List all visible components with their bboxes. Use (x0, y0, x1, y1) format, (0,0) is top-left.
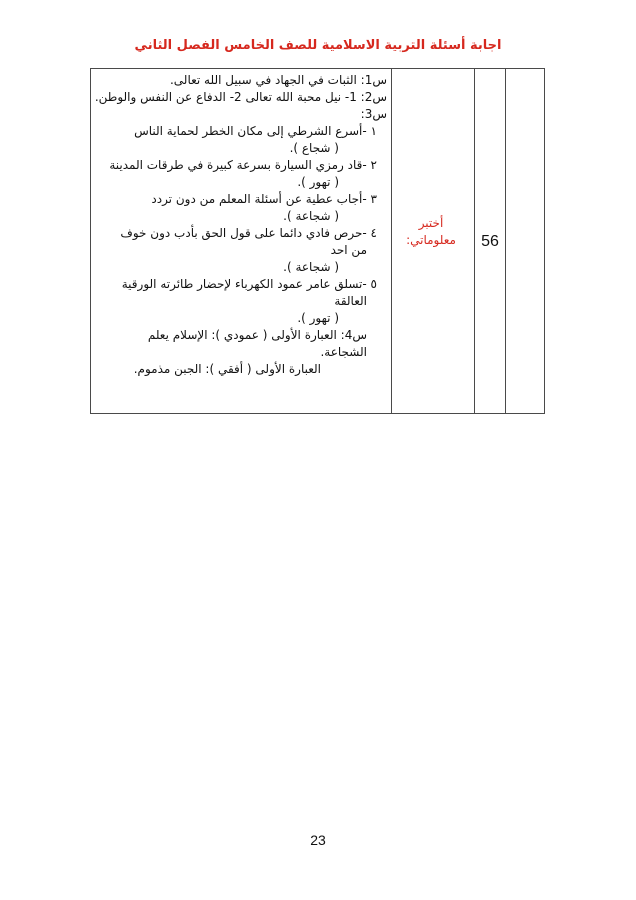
answer-line: ( تهور ). (297, 311, 339, 325)
section-name-cell (391, 69, 474, 413)
lesson-page-number: 56 (481, 233, 499, 250)
answer-line: ٢ -قاد رمزي السيارة بسرعة كبيرة في طرقات المدينة (109, 158, 377, 172)
answers-cell (91, 69, 392, 413)
answer-line: ٣ -أجاب عطية عن أسئلة المعلم من دون تردد (151, 192, 377, 206)
section-name-line-1: أختبر (418, 216, 444, 230)
answer-line: ٤ -حرص فادي دائما على قول الحق بأدب دون خوف (120, 226, 377, 240)
answer-line: العبارة الأولى ( أفقي ): الجبن مذموم. (133, 362, 321, 376)
answer-line: س2: 1- نيل محبة الله تعالى 2- الدفاع عن النفس والوطن. (94, 90, 387, 104)
answer-line: ٥ -تسلق عامر عمود الكهرباء لإحضار طائرته الورقية (121, 277, 377, 291)
answer-line: ( شجاعة ). (283, 260, 339, 274)
answer-line: العالقة (334, 294, 367, 308)
page-title: اجابة أسئلة التربية الاسلامية للصف الخامس الفصل الثاني (134, 38, 502, 53)
answer-line: س4: العبارة الأولى ( عمودي ): الإسلام يعلم (147, 328, 367, 342)
section-name (394, 215, 468, 249)
answer-line: س1: الثبات في الجهاد في سبيل الله تعالى. (169, 73, 387, 87)
empty-column-cell (505, 69, 544, 413)
section-name-line-2: معلوماتي: (406, 233, 456, 247)
answers-table (90, 68, 545, 414)
answer-line: ( شجاعة ). (283, 209, 339, 223)
answer-line: ١ -أسرع الشرطي إلى مكان الخطر لحماية الناس (134, 124, 377, 138)
answer-line: من احد (330, 243, 367, 257)
answer-line: ( شجاع ). (289, 141, 339, 155)
answer-line: س3: (360, 107, 387, 121)
answers-text (94, 72, 387, 378)
page-number-cell (474, 69, 505, 413)
footer-page-number: 23 (310, 832, 326, 848)
answer-line: الشجاعة. (320, 345, 367, 359)
answer-line: ( تهور ). (297, 175, 339, 189)
